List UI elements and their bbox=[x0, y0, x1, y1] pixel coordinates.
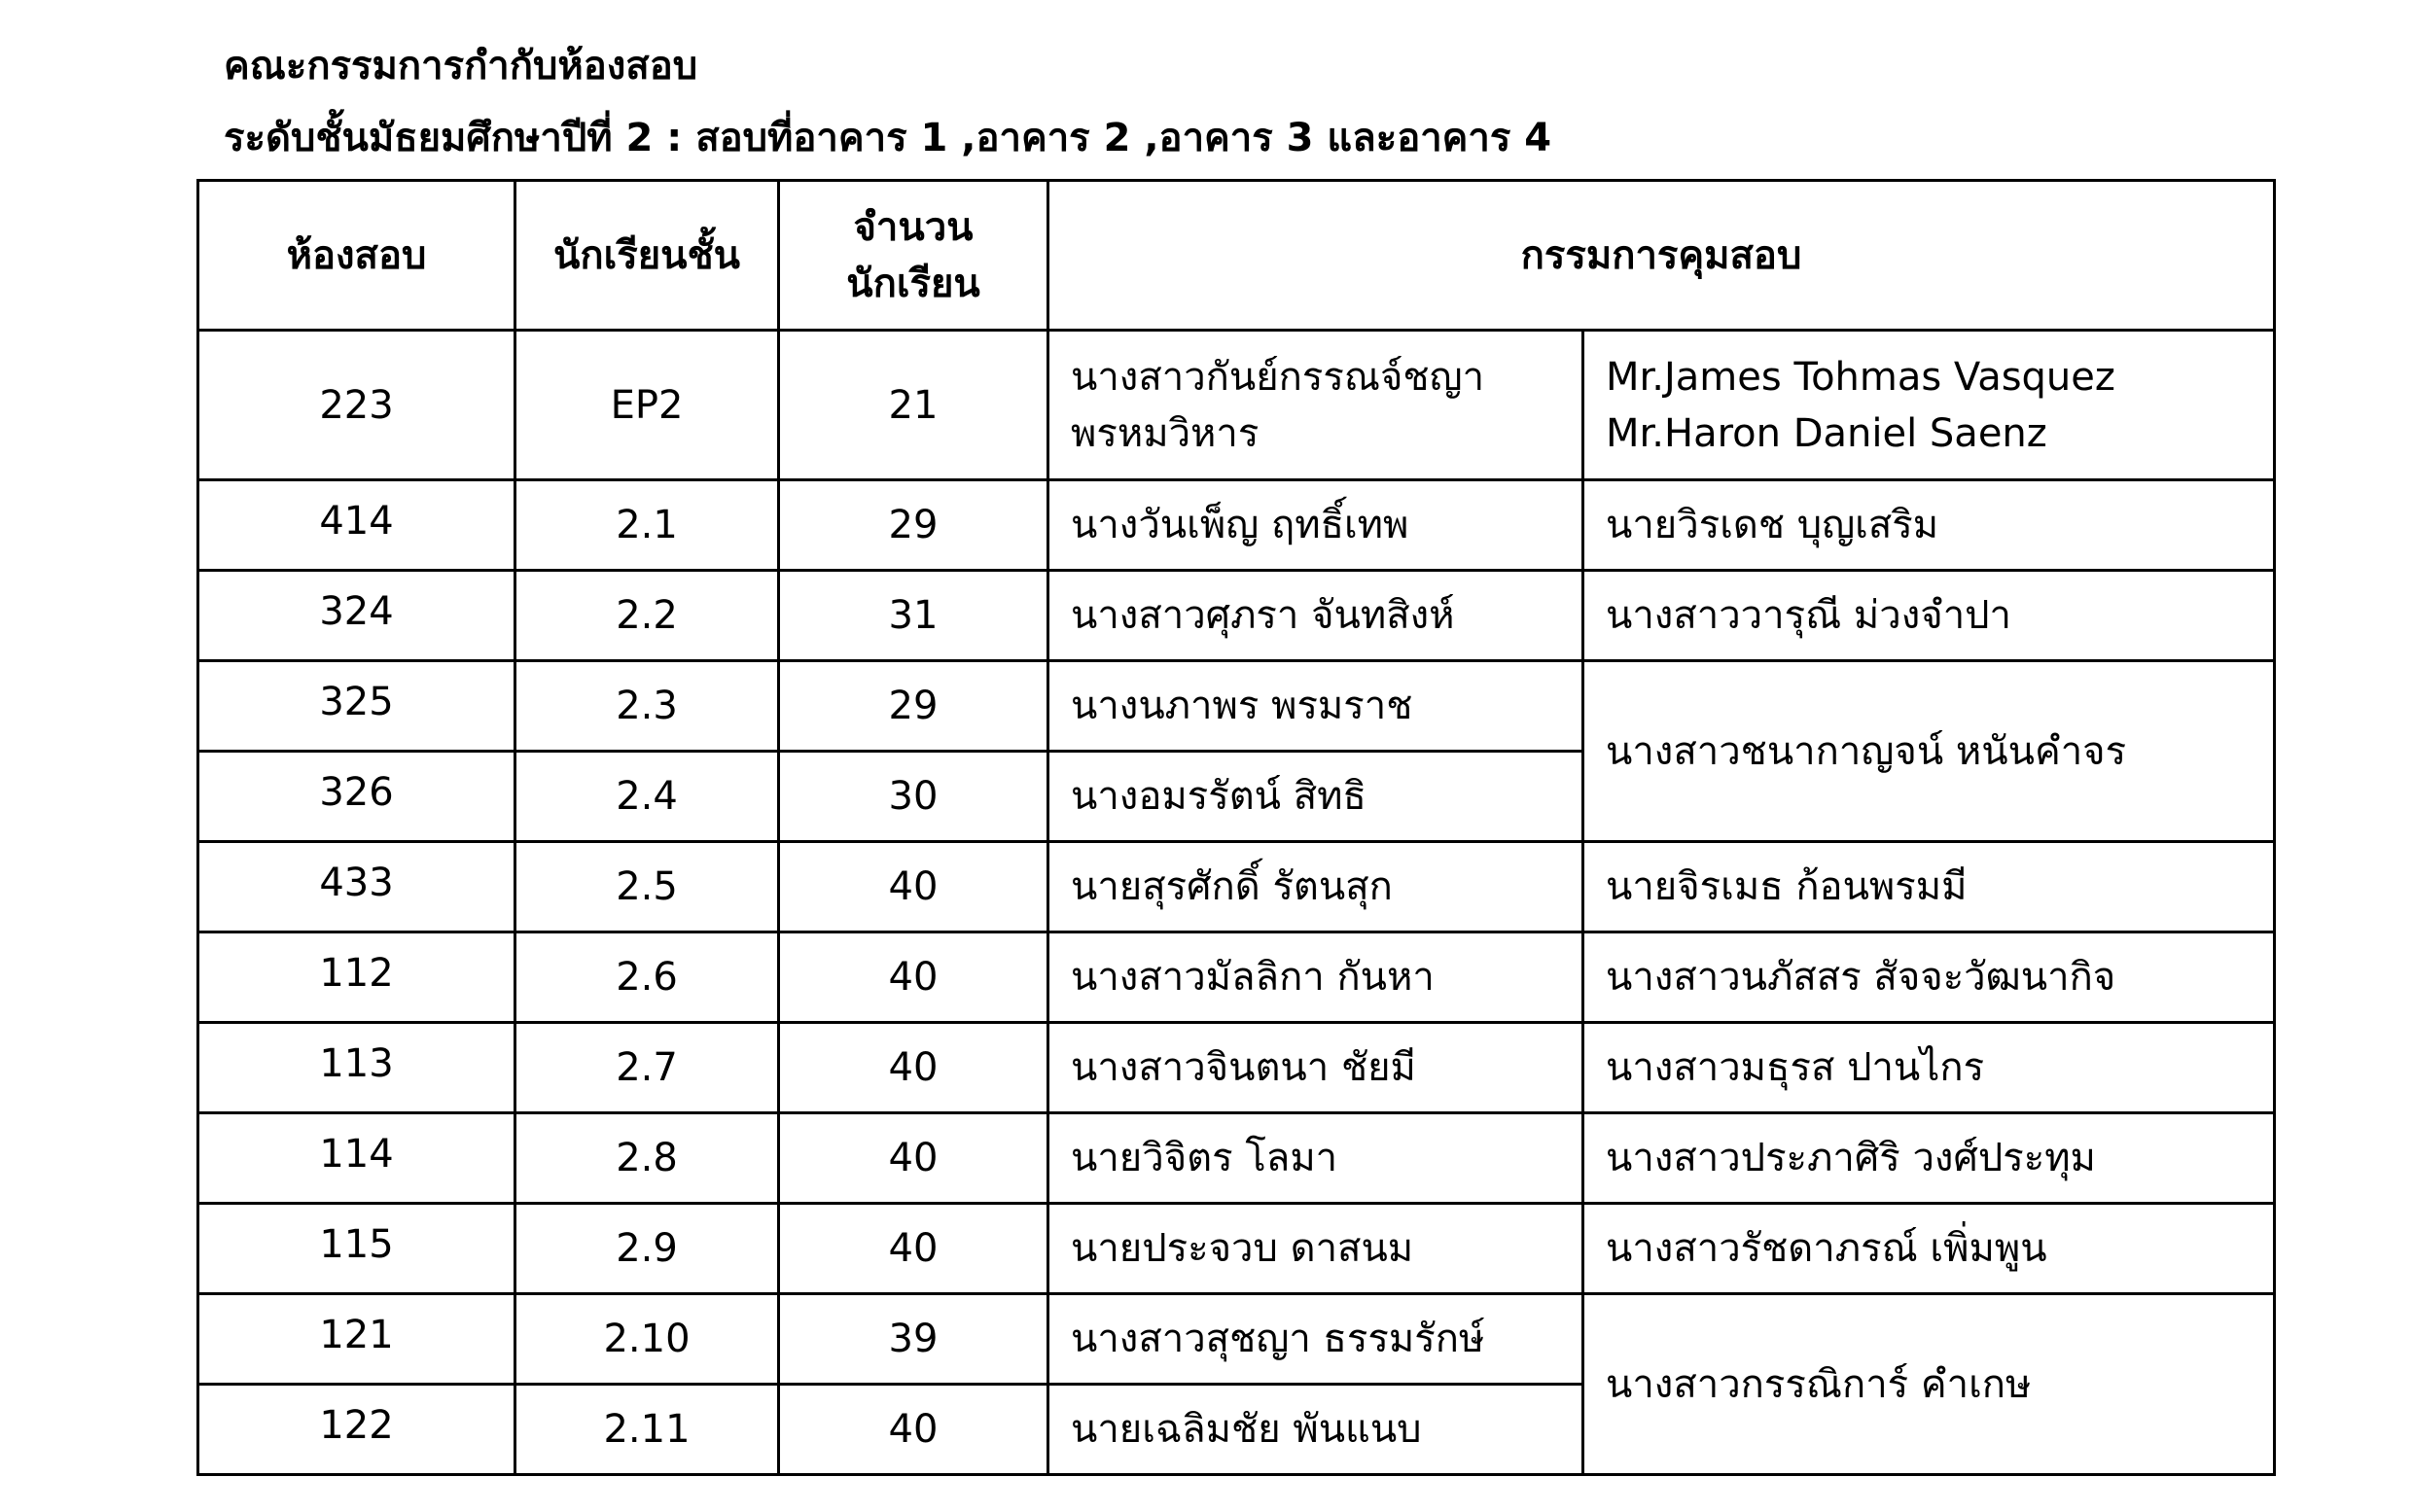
committee1-cell: นายสุรศักดิ์ รัตนสุก bbox=[1048, 842, 1583, 932]
class-cell: 2.11 bbox=[515, 1385, 779, 1475]
committee-table bbox=[196, 179, 2276, 1476]
table-row bbox=[198, 1204, 2275, 1294]
count-cell: 40 bbox=[779, 842, 1048, 932]
table-row bbox=[198, 1294, 2275, 1385]
count-cell: 40 bbox=[779, 1204, 1048, 1294]
count-cell: 40 bbox=[779, 932, 1048, 1023]
committee1-cell: นางสาวสุชญา ธรรมรักษ์ bbox=[1048, 1294, 1583, 1385]
room-cell: 113 bbox=[198, 1023, 515, 1113]
class-cell: 2.6 bbox=[515, 932, 779, 1023]
room-cell: 223 bbox=[198, 331, 515, 480]
committee1-cell: นางวันเพ็ญ ฤทธิ์เทพ bbox=[1048, 480, 1583, 571]
table-row bbox=[198, 480, 2275, 571]
committee2-line1: Mr.James Tohmas Vasquez bbox=[1606, 354, 2115, 400]
table-row bbox=[198, 1113, 2275, 1204]
room-cell: 114 bbox=[198, 1113, 515, 1204]
class-cell: 2.9 bbox=[515, 1204, 779, 1294]
table-header-row bbox=[198, 181, 2275, 331]
committee2-cell: นางสาววารุณี ม่วงจำปา bbox=[1583, 571, 2275, 661]
header-room: ห้องสอบ bbox=[198, 181, 515, 331]
table-row bbox=[198, 661, 2275, 752]
room-cell: 326 bbox=[198, 752, 515, 842]
committee1-cell bbox=[1048, 331, 1583, 480]
committee1-line2: พรหมวิหาร bbox=[1071, 410, 1260, 456]
table-row bbox=[198, 932, 2275, 1023]
committee1-cell: นางสาวศุภรา จันทสิงห์ bbox=[1048, 571, 1583, 661]
class-cell: 2.5 bbox=[515, 842, 779, 932]
committee2-cell: นางสาวกรรณิการ์ คำเกษ bbox=[1583, 1294, 2275, 1475]
class-cell: EP2 bbox=[515, 331, 779, 480]
committee2-cell: นางสาวมธุรส ปานไกร bbox=[1583, 1023, 2275, 1113]
committee1-cell: นายวิจิตร โลมา bbox=[1048, 1113, 1583, 1204]
committee2-cell: นางสาวรัชดาภรณ์ เพิ่มพูน bbox=[1583, 1204, 2275, 1294]
count-cell: 40 bbox=[779, 1023, 1048, 1113]
count-cell: 40 bbox=[779, 1113, 1048, 1204]
header-student-count bbox=[779, 181, 1048, 331]
table-row bbox=[198, 842, 2275, 932]
committee2-cell: นางสาวนภัสสร สัจจะวัฒนากิจ bbox=[1583, 932, 2275, 1023]
header-committee: กรรมการคุมสอบ bbox=[1048, 181, 2275, 331]
count-cell: 29 bbox=[779, 480, 1048, 571]
count-cell: 39 bbox=[779, 1294, 1048, 1385]
committee2-cell: นายวิรเดช บุญเสริม bbox=[1583, 480, 2275, 571]
document-header bbox=[224, 43, 1551, 187]
room-cell: 112 bbox=[198, 932, 515, 1023]
table-row bbox=[198, 331, 2275, 480]
class-cell: 2.2 bbox=[515, 571, 779, 661]
header-student-count-line2: นักเรียน bbox=[846, 261, 980, 306]
committee1-cell: นายเฉลิมชัย พันแนบ bbox=[1048, 1385, 1583, 1475]
count-cell: 31 bbox=[779, 571, 1048, 661]
class-cell: 2.4 bbox=[515, 752, 779, 842]
document-title: คณะกรรมการกำกับห้องสอบ bbox=[224, 44, 698, 88]
header-student-count-line1: จำนวน bbox=[853, 204, 974, 250]
committee1-cell: นางสาวมัลลิกา กันหา bbox=[1048, 932, 1583, 1023]
room-cell: 433 bbox=[198, 842, 515, 932]
count-cell: 30 bbox=[779, 752, 1048, 842]
committee2-cell: นายจิรเมธ ก้อนพรมมี bbox=[1583, 842, 2275, 932]
table-row bbox=[198, 1023, 2275, 1113]
room-cell: 325 bbox=[198, 661, 515, 752]
class-cell: 2.10 bbox=[515, 1294, 779, 1385]
count-cell: 29 bbox=[779, 661, 1048, 752]
committee1-line1: นางสาวกันย์กรรณจ์ชญา bbox=[1071, 354, 1485, 400]
table-row bbox=[198, 571, 2275, 661]
room-cell: 414 bbox=[198, 480, 515, 571]
class-cell: 2.8 bbox=[515, 1113, 779, 1204]
room-cell: 121 bbox=[198, 1294, 515, 1385]
document-subtitle: ระดับชั้นมัธยมศึกษาปีที่ 2 : สอบที่อาคาร 1 ,อาคาร 2 ,อาคาร 3 และอาคาร 4 bbox=[224, 116, 1552, 160]
room-cell: 122 bbox=[198, 1385, 515, 1475]
room-cell: 115 bbox=[198, 1204, 515, 1294]
committee1-cell: นางอมรรัตน์ สิทธิ bbox=[1048, 752, 1583, 842]
header-class: นักเรียนชั้น bbox=[515, 181, 779, 331]
class-cell: 2.7 bbox=[515, 1023, 779, 1113]
room-cell: 324 bbox=[198, 571, 515, 661]
class-cell: 2.3 bbox=[515, 661, 779, 752]
committee1-cell: นายประจวบ ดาสนม bbox=[1048, 1204, 1583, 1294]
class-cell: 2.1 bbox=[515, 480, 779, 571]
committee2-cell: นางสาวชนากาญจน์ หนันคำจร bbox=[1583, 661, 2275, 842]
committee1-cell: นางสาวจินตนา ชัยมี bbox=[1048, 1023, 1583, 1113]
committee2-cell bbox=[1583, 331, 2275, 480]
count-cell: 21 bbox=[779, 331, 1048, 480]
committee2-line2: Mr.Haron Daniel Saenz bbox=[1606, 410, 2047, 456]
committee2-cell: นางสาวประภาศิริ วงศ์ประทุม bbox=[1583, 1113, 2275, 1204]
committee1-cell: นางนภาพร พรมราช bbox=[1048, 661, 1583, 752]
count-cell: 40 bbox=[779, 1385, 1048, 1475]
